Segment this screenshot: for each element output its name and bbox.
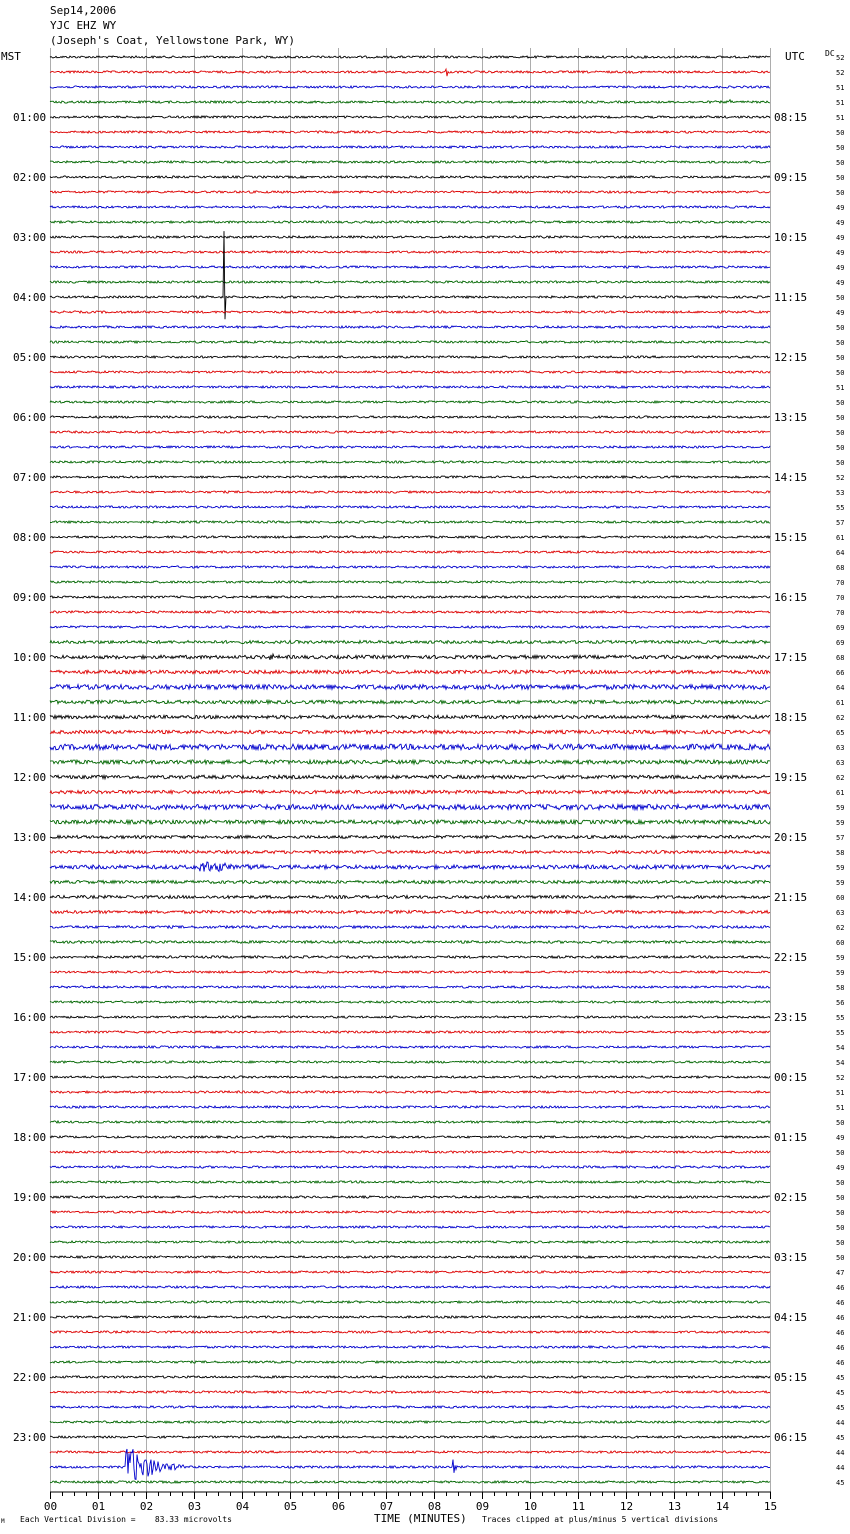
trace-line xyxy=(50,431,770,433)
dc-offset-label: 63 xyxy=(836,909,845,917)
trace-line xyxy=(50,1346,770,1348)
dc-offset-label: 50 xyxy=(836,459,845,467)
dc-offset-label: 49 xyxy=(836,234,845,242)
trace-line xyxy=(50,221,770,223)
trace-line xyxy=(50,581,770,583)
footer-mark: M xyxy=(1,1518,5,1525)
trace-line xyxy=(50,1076,770,1078)
dc-offset-label: 51 xyxy=(836,99,845,107)
trace-line xyxy=(50,521,770,523)
trace-line xyxy=(50,1451,770,1453)
left-hour-label: 01:00 xyxy=(13,111,47,124)
dc-offset-label: 50 xyxy=(836,1179,845,1187)
x-tick-label: 09 xyxy=(475,1500,490,1513)
trace-line xyxy=(50,536,770,538)
trace-line xyxy=(50,926,770,929)
trace-line xyxy=(50,1166,770,1168)
left-hour-labels xyxy=(13,111,46,1444)
left-hour-label: 20:00 xyxy=(13,1251,47,1264)
dc-offset-label: 70 xyxy=(836,579,845,587)
dc-offset-label: 57 xyxy=(836,834,845,842)
trace-line xyxy=(50,1106,770,1108)
dc-offset-label: 61 xyxy=(836,699,845,707)
trace-line xyxy=(50,1226,770,1228)
trace-line xyxy=(50,641,770,644)
dc-offset-label: 49 xyxy=(836,1134,845,1142)
left-hour-label: 02:00 xyxy=(13,171,47,184)
dc-offset-label: 50 xyxy=(836,159,845,167)
trace-line xyxy=(50,1406,770,1408)
dc-offset-label: 62 xyxy=(836,714,845,722)
dc-offset-label: 51 xyxy=(836,384,845,392)
right-hour-label: 15:15 xyxy=(774,531,808,544)
dc-offset-label: 49 xyxy=(836,309,845,317)
dc-offset-label: 60 xyxy=(836,894,845,902)
x-tick-label: 07 xyxy=(379,1500,394,1513)
trace-line xyxy=(50,715,770,719)
dc-offset-label: 61 xyxy=(836,534,845,542)
dc-offset-label: 59 xyxy=(836,969,845,977)
x-axis xyxy=(44,1492,777,1513)
header-date: Sep14,2006 xyxy=(50,4,117,17)
trace-line xyxy=(50,100,770,103)
left-hour-label: 12:00 xyxy=(13,771,47,784)
trace-line xyxy=(50,700,770,704)
trace-line xyxy=(50,386,770,388)
trace-line xyxy=(50,730,770,734)
trace-line xyxy=(50,251,770,253)
footer-scale-note: Each Vertical Division = 83.33 microvolts xyxy=(20,1515,232,1524)
dc-offset-label: 55 xyxy=(836,504,845,512)
trace-line xyxy=(50,744,770,750)
dc-offset-label: 50 xyxy=(836,144,845,152)
right-hour-label: 13:15 xyxy=(774,411,808,424)
dc-offset-label: 50 xyxy=(836,369,845,377)
dc-offset-label: 45 xyxy=(836,1434,845,1442)
left-hour-label: 06:00 xyxy=(13,411,47,424)
dc-offset-label: 58 xyxy=(836,984,845,992)
dc-offset-label: 52 xyxy=(836,474,845,482)
trace-line xyxy=(50,685,770,690)
x-tick-label: 13 xyxy=(667,1500,682,1513)
trace-line xyxy=(50,461,770,463)
x-tick-label: 02 xyxy=(139,1500,154,1513)
dc-offset-label: 60 xyxy=(836,939,845,947)
trace-line xyxy=(50,1316,770,1318)
trace-line xyxy=(50,941,770,944)
trace-line xyxy=(50,1436,770,1438)
dc-offset-label: 49 xyxy=(836,204,845,212)
dc-offset-label: 56 xyxy=(836,999,845,1007)
dc-offset-label: 50 xyxy=(836,1209,845,1217)
trace-line xyxy=(50,611,770,613)
dc-offset-label: 68 xyxy=(836,654,845,662)
trace-line xyxy=(50,1091,770,1093)
dc-offset-label: 50 xyxy=(836,414,845,422)
trace-line xyxy=(50,1481,770,1483)
dc-offset-label: 55 xyxy=(836,1029,845,1037)
dc-offset-label: 50 xyxy=(836,1224,845,1232)
right-hour-label: 11:15 xyxy=(774,291,808,304)
left-hour-label: 21:00 xyxy=(13,1311,47,1324)
dc-offset-label: 59 xyxy=(836,864,845,872)
dc-offset-label: 46 xyxy=(836,1284,845,1292)
trace-line xyxy=(50,116,770,118)
dc-offset-label: 49 xyxy=(836,219,845,227)
x-tick-label: 04 xyxy=(235,1500,250,1513)
dc-offset-label: 45 xyxy=(836,1479,845,1487)
dc-offset-label: 59 xyxy=(836,819,845,827)
dc-offset-label: 62 xyxy=(836,924,845,932)
dc-offset-label: 66 xyxy=(836,669,845,677)
right-hour-label: 02:15 xyxy=(774,1191,808,1204)
trace-line xyxy=(50,401,770,403)
trace-line xyxy=(50,1331,770,1333)
trace-line xyxy=(50,654,770,660)
trace-line xyxy=(50,56,770,58)
right-timezone-label: UTC xyxy=(785,50,805,63)
dc-offset-label: 55 xyxy=(836,1014,845,1022)
dc-offset-label: 59 xyxy=(836,954,845,962)
trace-group xyxy=(50,56,770,1483)
x-tick-label: 10 xyxy=(523,1500,538,1513)
right-hour-label: 12:15 xyxy=(774,351,808,364)
trace-line xyxy=(50,911,770,914)
trace-line xyxy=(50,281,770,283)
dc-offset-label: 50 xyxy=(836,129,845,137)
header-station: YJC EHZ WY xyxy=(50,19,117,32)
trace-line xyxy=(50,1211,770,1213)
dc-offset-label: 54 xyxy=(836,1059,845,1067)
dc-offset-label: 54 xyxy=(836,1044,845,1052)
dc-offset-label: 49 xyxy=(836,249,845,257)
dc-offset-label: 47 xyxy=(836,1269,845,1277)
trace-line xyxy=(50,476,770,478)
left-hour-label: 23:00 xyxy=(13,1431,47,1444)
right-hour-label: 16:15 xyxy=(774,591,808,604)
trace-line xyxy=(50,206,770,208)
trace-line xyxy=(50,596,770,598)
dc-offset-label: 50 xyxy=(836,1254,845,1262)
left-hour-label: 03:00 xyxy=(13,231,47,244)
dc-offset-label: 50 xyxy=(836,429,845,437)
x-tick-label: 06 xyxy=(331,1500,346,1513)
dc-offset-label: 45 xyxy=(836,1389,845,1397)
dc-offset-label: 44 xyxy=(836,1419,845,1427)
dc-offset-label: 61 xyxy=(836,789,845,797)
dc-offset-label: 50 xyxy=(836,1119,845,1127)
left-hour-label: 14:00 xyxy=(13,891,47,904)
trace-line xyxy=(50,1121,770,1123)
dc-offset-label: 69 xyxy=(836,639,845,647)
x-tick-label: 15 xyxy=(763,1500,778,1513)
right-hour-label: 10:15 xyxy=(774,231,808,244)
left-hour-label: 05:00 xyxy=(13,351,47,364)
x-tick-label: 01 xyxy=(91,1500,106,1513)
right-hour-label: 23:15 xyxy=(774,1011,808,1024)
trace-line xyxy=(50,1061,770,1063)
trace-line xyxy=(50,1031,770,1033)
dc-offset-label: 46 xyxy=(836,1299,845,1307)
dc-offset-label: 50 xyxy=(836,444,845,452)
dc-offset-label: 68 xyxy=(836,564,845,572)
trace-line xyxy=(50,896,770,899)
trace-line xyxy=(50,1256,770,1258)
dc-offset-label: 51 xyxy=(836,114,845,122)
dc-offset-labels xyxy=(836,54,844,1487)
trace-line xyxy=(50,506,770,508)
dc-offset-label: 46 xyxy=(836,1329,845,1337)
dc-offset-label: 51 xyxy=(836,84,845,92)
trace-line xyxy=(50,1271,770,1273)
left-hour-label: 11:00 xyxy=(13,711,47,724)
trace-line xyxy=(50,1449,770,1479)
left-hour-label: 07:00 xyxy=(13,471,47,484)
left-hour-label: 18:00 xyxy=(13,1131,47,1144)
right-hour-label: 01:15 xyxy=(774,1131,808,1144)
right-hour-label: 21:15 xyxy=(774,891,808,904)
x-tick-label: 05 xyxy=(283,1500,298,1513)
dc-offset-label: 69 xyxy=(836,624,845,632)
left-hour-label: 17:00 xyxy=(13,1071,47,1084)
dc-offset-label: 52 xyxy=(836,69,845,77)
trace-line xyxy=(50,1241,770,1243)
dc-offset-label: 59 xyxy=(836,879,845,887)
right-hour-label: 18:15 xyxy=(774,711,808,724)
x-tick-label: 12 xyxy=(619,1500,634,1513)
trace-line xyxy=(50,371,770,373)
trace-line xyxy=(50,446,770,448)
dc-offset-label: 49 xyxy=(836,279,845,287)
trace-line xyxy=(50,790,770,794)
right-hour-label: 20:15 xyxy=(774,831,808,844)
trace-line xyxy=(50,986,770,988)
right-hour-label: 14:15 xyxy=(774,471,808,484)
trace-line xyxy=(50,836,770,839)
dc-offset-label: 49 xyxy=(836,264,845,272)
dc-offset-label: 58 xyxy=(836,849,845,857)
dc-offset-label: 64 xyxy=(836,549,845,557)
left-hour-label: 13:00 xyxy=(13,831,47,844)
dc-offset-label: 63 xyxy=(836,744,845,752)
dc-offset-label: 50 xyxy=(836,1194,845,1202)
trace-line xyxy=(50,551,770,553)
x-tick-label: 00 xyxy=(43,1500,58,1513)
dc-offset-label: 64 xyxy=(836,684,845,692)
trace-line xyxy=(50,266,770,268)
left-hour-label: 15:00 xyxy=(13,951,47,964)
dc-offset-label: 63 xyxy=(836,759,845,767)
dc-offset-label: 50 xyxy=(836,1149,845,1157)
dc-offset-label: 45 xyxy=(836,1404,845,1412)
dc-offset-label: 50 xyxy=(836,174,845,182)
dc-offset-label: 51 xyxy=(836,1089,845,1097)
vertical-grid xyxy=(51,48,771,1492)
trace-line xyxy=(50,341,770,344)
trace-line xyxy=(50,1151,770,1153)
dc-offset-label: 50 xyxy=(836,354,845,362)
trace-line xyxy=(50,862,770,872)
trace-line xyxy=(50,326,770,328)
left-hour-label: 19:00 xyxy=(13,1191,47,1204)
trace-line xyxy=(50,1181,770,1183)
trace-line xyxy=(50,1421,770,1423)
left-hour-label: 08:00 xyxy=(13,531,47,544)
trace-line xyxy=(50,851,770,854)
trace-line xyxy=(50,311,770,313)
trace-line xyxy=(50,956,770,958)
trace-line xyxy=(50,626,770,628)
dc-offset-label: 70 xyxy=(836,609,845,617)
dc-offset-label: 52 xyxy=(836,54,845,62)
x-tick-label: 11 xyxy=(571,1500,586,1513)
dc-offset-label: 46 xyxy=(836,1359,845,1367)
right-hour-label: 04:15 xyxy=(774,1311,808,1324)
trace-line xyxy=(50,1376,770,1378)
right-hour-label: 19:15 xyxy=(774,771,808,784)
trace-line xyxy=(50,146,770,148)
trace-line xyxy=(50,804,770,809)
dc-offset-label: 44 xyxy=(836,1464,845,1472)
left-hour-label: 22:00 xyxy=(13,1371,47,1384)
trace-line xyxy=(50,820,770,824)
trace-line xyxy=(50,236,770,238)
trace-line xyxy=(50,161,770,163)
trace-line xyxy=(50,416,770,418)
trace-line xyxy=(50,1001,770,1003)
trace-line xyxy=(50,86,770,88)
trace-line xyxy=(50,356,770,358)
left-hour-label: 09:00 xyxy=(13,591,47,604)
dc-offset-label: 50 xyxy=(836,294,845,302)
trace-line xyxy=(50,69,770,76)
dc-offset-label: 59 xyxy=(836,804,845,812)
dc-offset-label: 57 xyxy=(836,519,845,527)
dc-offset-label: 50 xyxy=(836,399,845,407)
trace-line xyxy=(50,775,770,779)
dc-offset-label: 52 xyxy=(836,1074,845,1082)
left-hour-label: 04:00 xyxy=(13,291,47,304)
trace-line xyxy=(50,1016,770,1018)
left-hour-label: 10:00 xyxy=(13,651,47,664)
footer-clip-note: Traces clipped at plus/minus 5 vertical divisions xyxy=(482,1515,719,1524)
x-axis-title: TIME (MINUTES) xyxy=(374,1512,467,1525)
trace-line xyxy=(50,1136,770,1138)
dc-offset-label: 70 xyxy=(836,594,845,602)
right-hour-label: 06:15 xyxy=(774,1431,808,1444)
dc-offset-label: 50 xyxy=(836,324,845,332)
trace-line xyxy=(50,566,770,568)
right-hour-label: 22:15 xyxy=(774,951,808,964)
trace-line xyxy=(50,760,770,764)
right-hour-label: 00:15 xyxy=(774,1071,808,1084)
dc-offset-label: 46 xyxy=(836,1344,845,1352)
right-hour-label: 17:15 xyxy=(774,651,808,664)
left-timezone-label: MST xyxy=(1,50,21,63)
trace-line xyxy=(50,176,770,178)
trace-line xyxy=(50,1391,770,1393)
dc-offset-label: 50 xyxy=(836,339,845,347)
x-tick-label: 08 xyxy=(427,1500,442,1513)
trace-line xyxy=(50,191,770,193)
dc-offset-label: 49 xyxy=(836,1164,845,1172)
right-hour-labels xyxy=(774,111,807,1444)
trace-line xyxy=(50,131,770,133)
trace-line xyxy=(50,1301,770,1303)
trace-line xyxy=(50,1361,770,1363)
dc-offset-label: 65 xyxy=(836,729,845,737)
left-hour-label: 16:00 xyxy=(13,1011,47,1024)
right-hour-label: 03:15 xyxy=(774,1251,808,1264)
dc-offset-label: 46 xyxy=(836,1314,845,1322)
dc-offset-label: 44 xyxy=(836,1449,845,1457)
right-hour-label: 08:15 xyxy=(774,111,808,124)
x-tick-label: 14 xyxy=(715,1500,730,1513)
trace-line xyxy=(50,1196,770,1198)
dc-offset-label: 62 xyxy=(836,774,845,782)
dc-offset-label: 50 xyxy=(836,189,845,197)
dc-label: DC xyxy=(825,49,835,58)
header-location: (Joseph's Coat, Yellowstone Park, WY) xyxy=(50,34,296,47)
trace-line xyxy=(50,971,770,973)
trace-line xyxy=(50,491,770,493)
dc-offset-label: 51 xyxy=(836,1104,845,1112)
trace-line xyxy=(50,231,770,319)
trace-line xyxy=(50,881,770,884)
trace-line xyxy=(50,1286,770,1288)
right-hour-label: 05:15 xyxy=(774,1371,808,1384)
trace-line xyxy=(50,670,770,674)
x-tick-label: 03 xyxy=(187,1500,202,1513)
dc-offset-label: 53 xyxy=(836,489,845,497)
dc-offset-label: 50 xyxy=(836,1239,845,1247)
right-hour-label: 09:15 xyxy=(774,171,808,184)
dc-offset-label: 45 xyxy=(836,1374,845,1382)
trace-line xyxy=(50,1046,770,1048)
